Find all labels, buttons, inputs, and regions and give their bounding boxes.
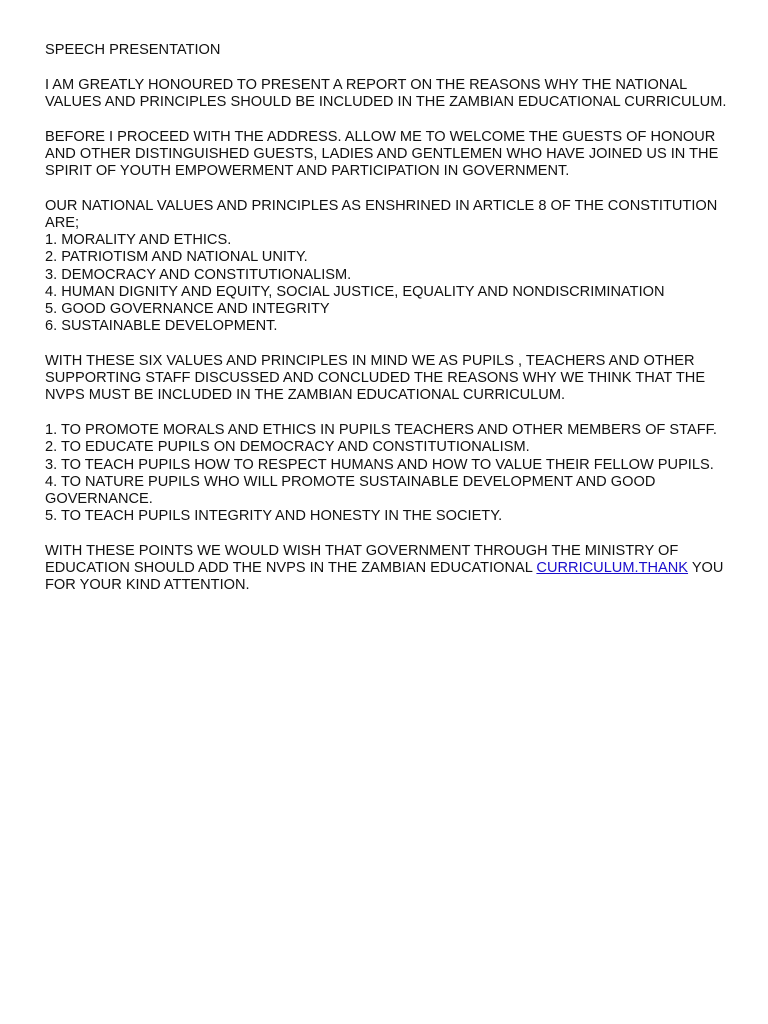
values-paragraph [45,198,735,336]
list-item: 2. PATRIOTISM AND NATIONAL UNITY. [45,249,308,266]
welcome-line: AND OTHER DISTINGUISHED GUESTS, LADIES AND GENTLEMEN WHO HAVE JOINED US IN THE [45,145,719,162]
document-body [45,42,735,594]
closing-line: WITH THESE POINTS WE WOULD WISH THAT GOVERNMENT THROUGH THE MINISTRY OF [45,542,679,559]
values-intro-line: ARE; [45,215,80,232]
document-title: SPEECH PRESENTATION [45,42,221,58]
closing-text: YOU [688,560,724,577]
document-title-paragraph [45,42,735,59]
curriculum-link[interactable]: CURRICULUM.THANK [536,560,689,577]
list-item: 4. HUMAN DIGNITY AND EQUITY, SOCIAL JUSTICE, EQUALITY AND NONDISCRIMINATION [45,283,665,300]
list-item: 3. DEMOCRACY AND CONSTITUTIONALISM. [45,266,352,283]
list-item: 6. SUSTAINABLE DEVELOPMENT. [45,318,278,335]
reasons-intro-line: WITH THESE SIX VALUES AND PRINCIPLES IN MIND WE AS PUPILS , TEACHERS AND OTHER [45,353,695,369]
closing-line [45,560,735,577]
welcome-line: BEFORE I PROCEED WITH THE ADDRESS. ALLOW ME TO WELCOME THE GUESTS OF HONOUR [45,128,716,145]
reasons-paragraph [45,422,735,525]
list-item: GOVERNANCE. [45,490,153,507]
closing-line: FOR YOUR KIND ATTENTION. [45,577,250,594]
intro-line: VALUES AND PRINCIPLES SHOULD BE INCLUDED IN THE ZAMBIAN EDUCATIONAL CURRICULUM. [45,93,727,110]
reasons-intro-line: NVPS MUST BE INCLUDED IN THE ZAMBIAN EDUCATIONAL CURRICULUM. [45,387,566,404]
list-item: 3. TO TEACH PUPILS HOW TO RESPECT HUMANS AND HOW TO VALUE THEIR FELLOW PUPILS. [45,456,714,473]
list-item: 5. TO TEACH PUPILS INTEGRITY AND HONESTY IN THE SOCIETY. [45,508,503,525]
list-item: 4. TO NATURE PUPILS WHO WILL PROMOTE SUSTAINABLE DEVELOPMENT AND GOOD [45,473,656,490]
list-item: 1. MORALITY AND ETHICS. [45,232,232,249]
welcome-paragraph [45,129,735,181]
reasons-intro-line: SUPPORTING STAFF DISCUSSED AND CONCLUDED THE REASONS WHY WE THINK THAT THE [45,370,706,387]
list-item: 5. GOOD GOVERNANCE AND INTEGRITY [45,301,330,318]
closing-paragraph [45,543,735,595]
list-item: 1. TO PROMOTE MORALS AND ETHICS IN PUPILS TEACHERS AND OTHER MEMBERS OF STAFF. [45,422,717,439]
values-intro-line: OUR NATIONAL VALUES AND PRINCIPLES AS ENSHRINED IN ARTICLE 8 OF THE CONSTITUTION [45,197,718,214]
welcome-line: SPIRIT OF YOUTH EMPOWERMENT AND PARTICIPATION IN GOVERNMENT. [45,163,570,180]
intro-line: I AM GREATLY HONOURED TO PRESENT A REPORT ON THE REASONS WHY THE NATIONAL [45,76,688,93]
intro-paragraph [45,77,735,111]
closing-text: EDUCATION SHOULD ADD THE NVPS IN THE ZAMBIAN EDUCATIONAL [45,560,537,577]
reasons-intro-paragraph [45,353,735,405]
list-item: 2. TO EDUCATE PUPILS ON DEMOCRACY AND CONSTITUTIONALISM. [45,439,530,456]
